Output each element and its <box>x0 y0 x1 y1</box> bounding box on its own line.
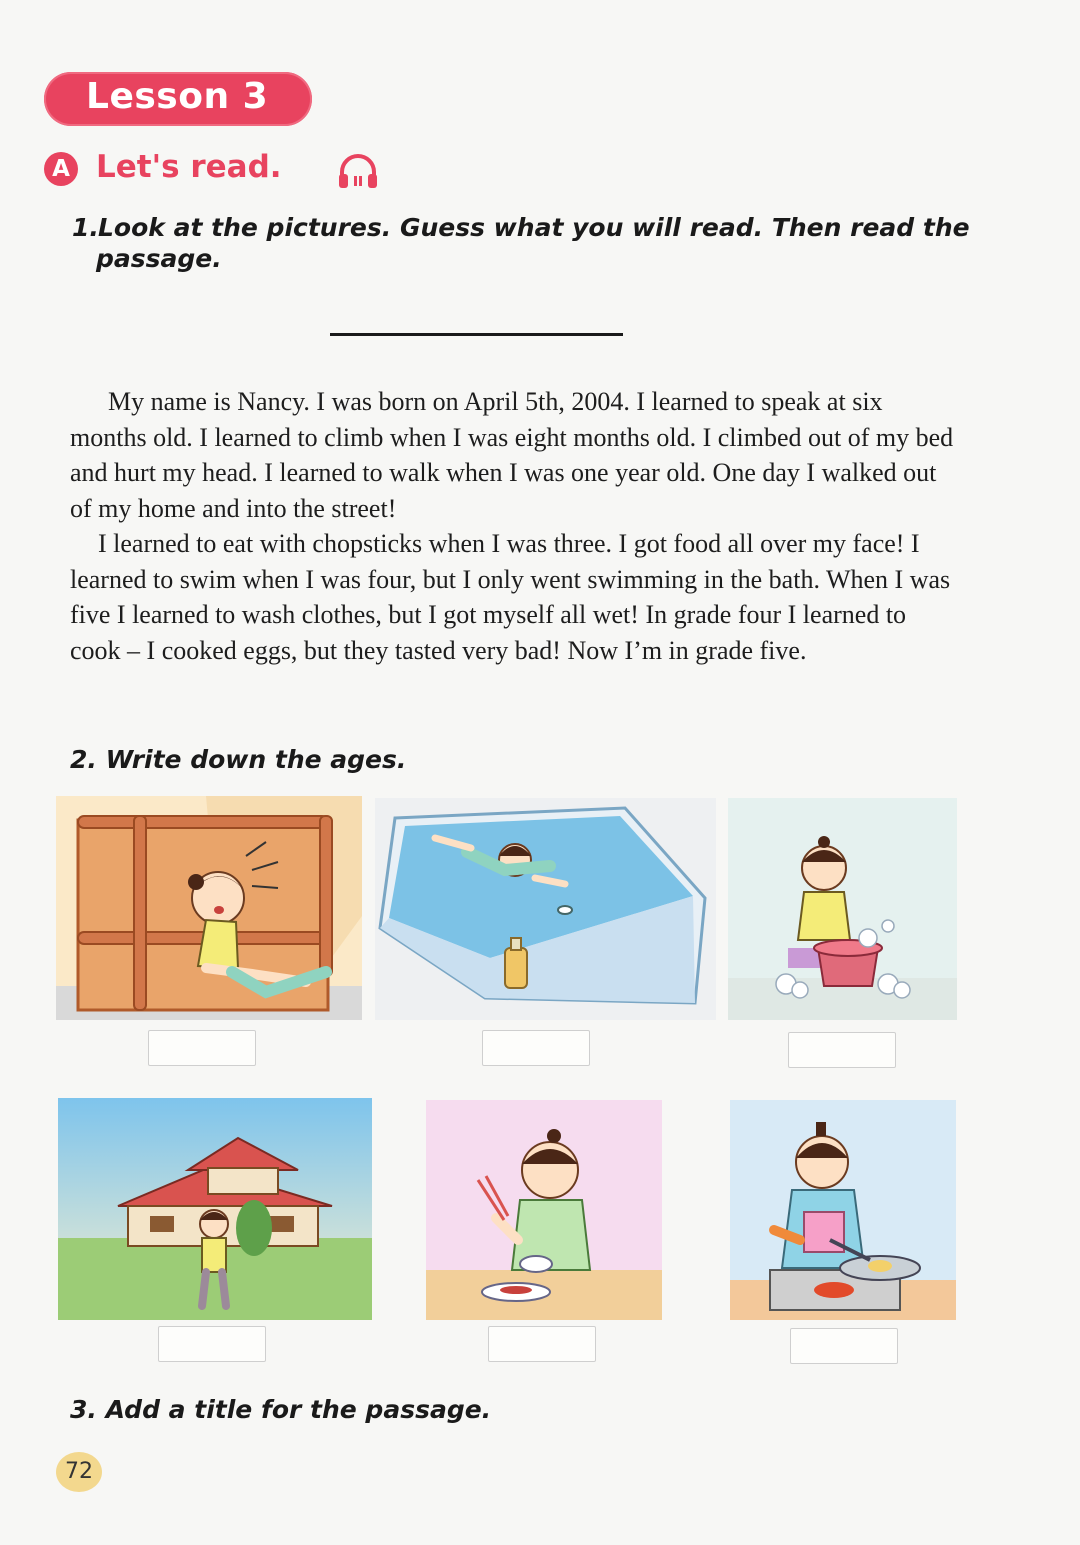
task1-line1: Look at the pictures. Guess what you will read. Then read the <box>98 213 970 242</box>
task1-number: 1. <box>72 213 99 242</box>
age-answer-box-4[interactable] <box>158 1326 266 1362</box>
passage-paragraph-1: My name is Nancy. I was born on April 5th, 2004. I learned to speak at six months old. I learned to climb when I was eight months old. I climbed out of my bed and hurt my head. I learned to walk when I was one year old. One day I walked out of my home and into the street! <box>70 387 954 523</box>
section-header <box>44 150 364 190</box>
age-answer-box-5[interactable] <box>488 1326 596 1362</box>
lesson-badge <box>44 72 312 126</box>
picture-walking-out-of-home <box>58 1098 372 1320</box>
picture-cooking-eggs <box>730 1100 956 1320</box>
age-answer-box-1[interactable] <box>148 1030 256 1066</box>
section-letter-badge: A <box>44 152 78 186</box>
page-number: 72 <box>56 1452 102 1492</box>
age-answer-box-2[interactable] <box>482 1030 590 1066</box>
picture-swimming-in-bath <box>375 798 716 1020</box>
task1-line2: passage. <box>96 244 222 273</box>
reading-passage <box>70 384 960 668</box>
task2-instruction: 2. Write down the ages. <box>70 745 407 774</box>
age-answer-box-6[interactable] <box>790 1328 898 1364</box>
picture-washing-clothes <box>728 798 957 1020</box>
task1-instruction <box>72 212 972 274</box>
section-title: Let's read. <box>96 149 282 185</box>
picture-eating-with-chopsticks <box>426 1100 662 1320</box>
lesson-label: Lesson 3 <box>86 76 269 117</box>
headphones-icon[interactable] <box>334 150 382 190</box>
passage-paragraph-2: I learned to eat with chopsticks when I was three. I got food all over my face! I learned to swim when I was four, but I only went swimming in the bath. When I was five I learned to wash clothes, but I got myself all wet! In grade four I learned to cook – I cooked eggs, but they tasted very bad! Now I’m in grade five. <box>70 529 951 665</box>
picture-fallen-from-bed <box>56 796 362 1020</box>
age-answer-box-3[interactable] <box>788 1032 896 1068</box>
task3-instruction: 3. Add a title for the passage. <box>70 1395 492 1424</box>
title-blank-line[interactable] <box>330 333 623 336</box>
